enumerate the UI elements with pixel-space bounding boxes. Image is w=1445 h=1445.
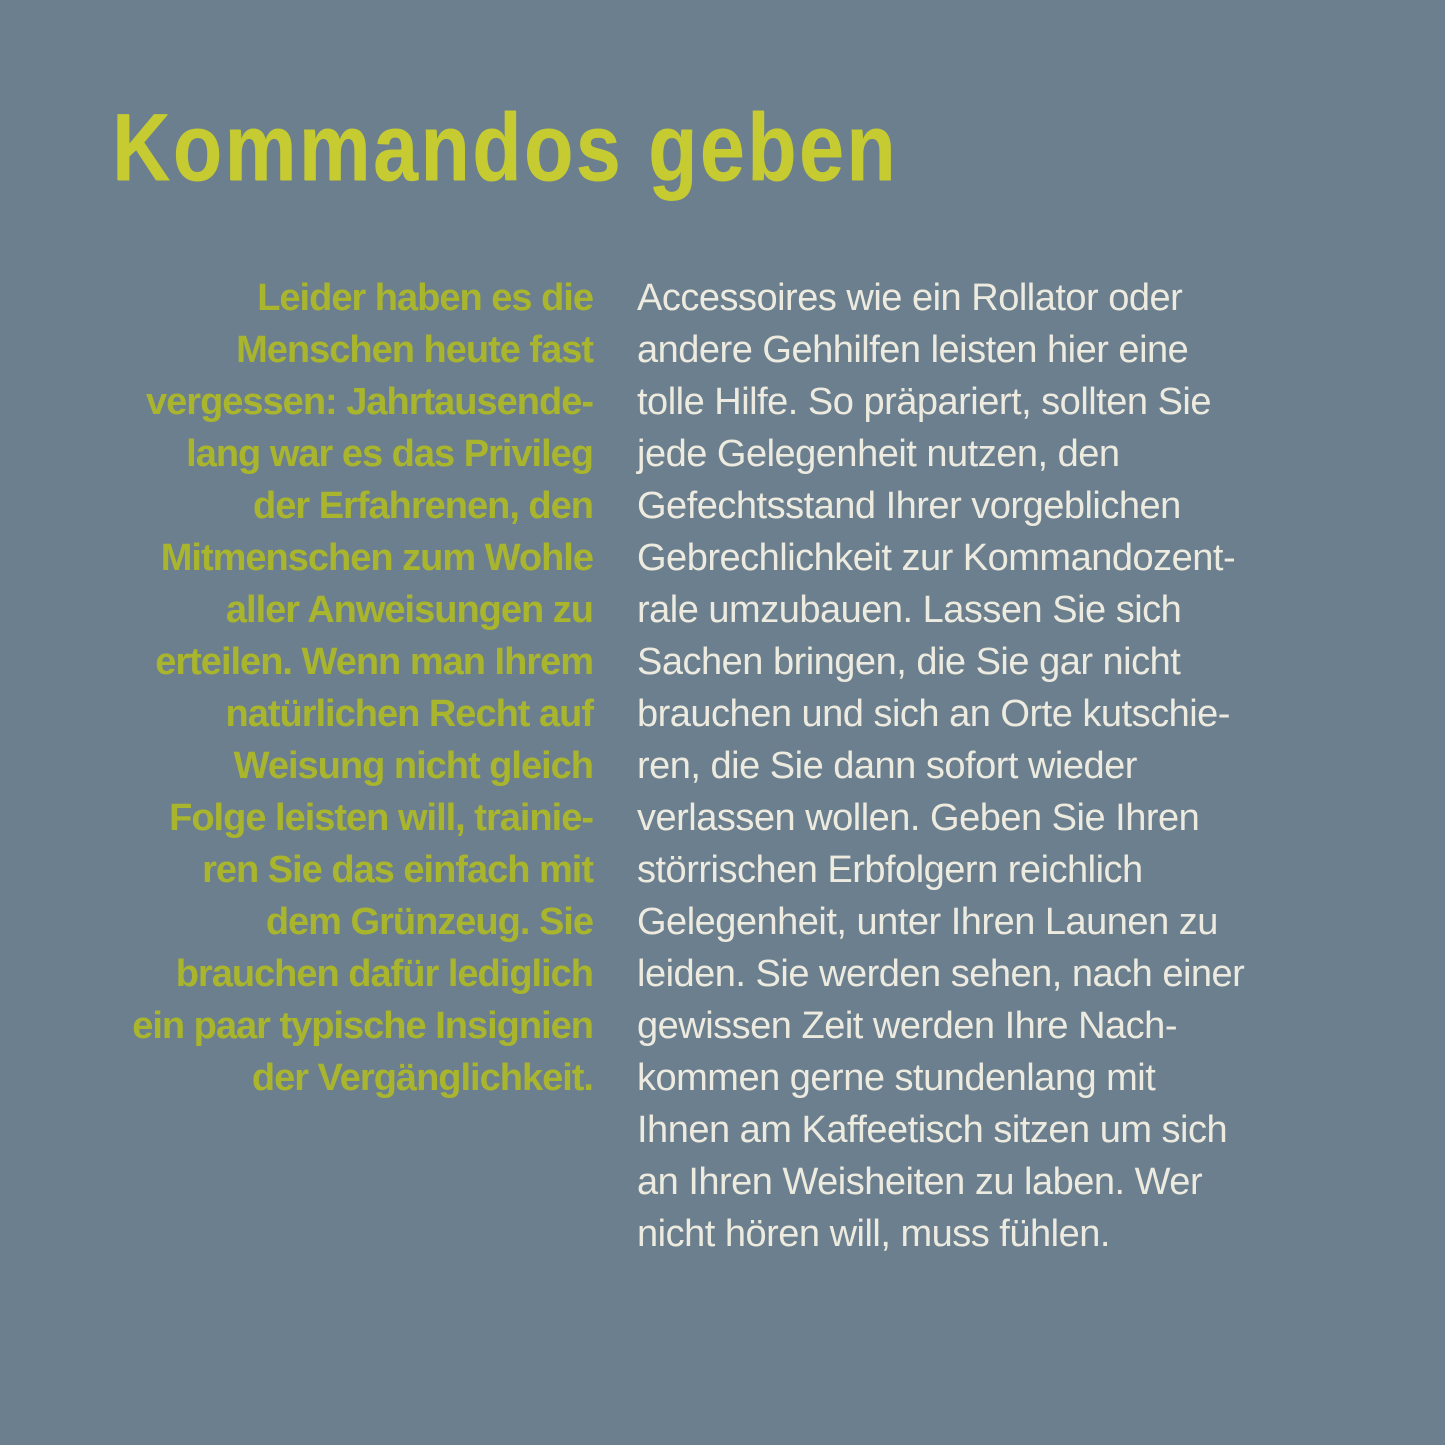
text-line: Ihnen am Kaffeetisch sitzen um sich xyxy=(637,1109,1228,1151)
body-column xyxy=(637,272,1244,1260)
text-line: aller Anweisungen zu xyxy=(225,589,593,631)
text-line: Weisung nicht gleich xyxy=(233,745,593,787)
text-line: lang war es das Privileg xyxy=(186,433,593,475)
text-line: ein paar typische Insignien xyxy=(132,1005,593,1047)
text-line: dem Grünzeug. Sie xyxy=(265,901,593,943)
text-line: Gefechtsstand Ihrer vorgeblichen xyxy=(637,485,1181,527)
text-line: Sachen bringen, die Sie gar nicht xyxy=(637,641,1181,683)
text-line: brauchen und sich an Orte kutschie- xyxy=(637,693,1230,735)
text-line: der Vergänglichkeit. xyxy=(251,1057,593,1099)
text-line: Gelegenheit, unter Ihren Launen zu xyxy=(637,901,1218,943)
intro-column xyxy=(132,272,593,1104)
text-line: andere Gehhilfen leisten hier eine xyxy=(637,329,1189,371)
text-line: Leider haben es die xyxy=(257,277,593,319)
text-line: verlassen wollen. Geben Sie Ihren xyxy=(637,797,1200,839)
text-line: ren, die Sie dann sofort wieder xyxy=(637,745,1137,787)
text-line: nicht hören will, muss fühlen. xyxy=(637,1213,1110,1255)
text-line: der Erfahrenen, den xyxy=(253,485,593,527)
text-line: erteilen. Wenn man Ihrem xyxy=(155,641,593,683)
text-line: Menschen heute fast xyxy=(236,329,593,371)
text-line: ren Sie das einfach mit xyxy=(202,849,593,891)
text-line: jede Gelegenheit nutzen, den xyxy=(637,433,1120,475)
text-line: natürlichen Recht auf xyxy=(225,693,593,735)
text-line: störrischen Erbfolgern reichlich xyxy=(637,849,1143,891)
text-line: vergessen: Jahrtausende- xyxy=(146,381,593,423)
text-line: brauchen dafür lediglich xyxy=(175,953,593,995)
page-title: Kommandos geben xyxy=(112,94,899,201)
text-line: gewissen Zeit werden Ihre Nach- xyxy=(637,1005,1177,1047)
text-line: rale umzubauen. Lassen Sie sich xyxy=(637,589,1182,631)
text-line: leiden. Sie werden sehen, nach einer xyxy=(637,953,1245,995)
text-line: kommen gerne stundenlang mit xyxy=(637,1057,1156,1099)
text-line: Mitmenschen zum Wohle xyxy=(160,537,593,579)
text-line: an Ihren Weisheiten zu laben. Wer xyxy=(637,1161,1203,1203)
text-line: Folge leisten will, trainie- xyxy=(169,797,593,839)
text-line: Gebrechlichkeit zur Kommandozent- xyxy=(637,537,1236,579)
text-line: Accessoires wie ein Rollator oder xyxy=(637,277,1183,319)
text-line: tolle Hilfe. So präpariert, sollten Sie xyxy=(637,381,1212,423)
